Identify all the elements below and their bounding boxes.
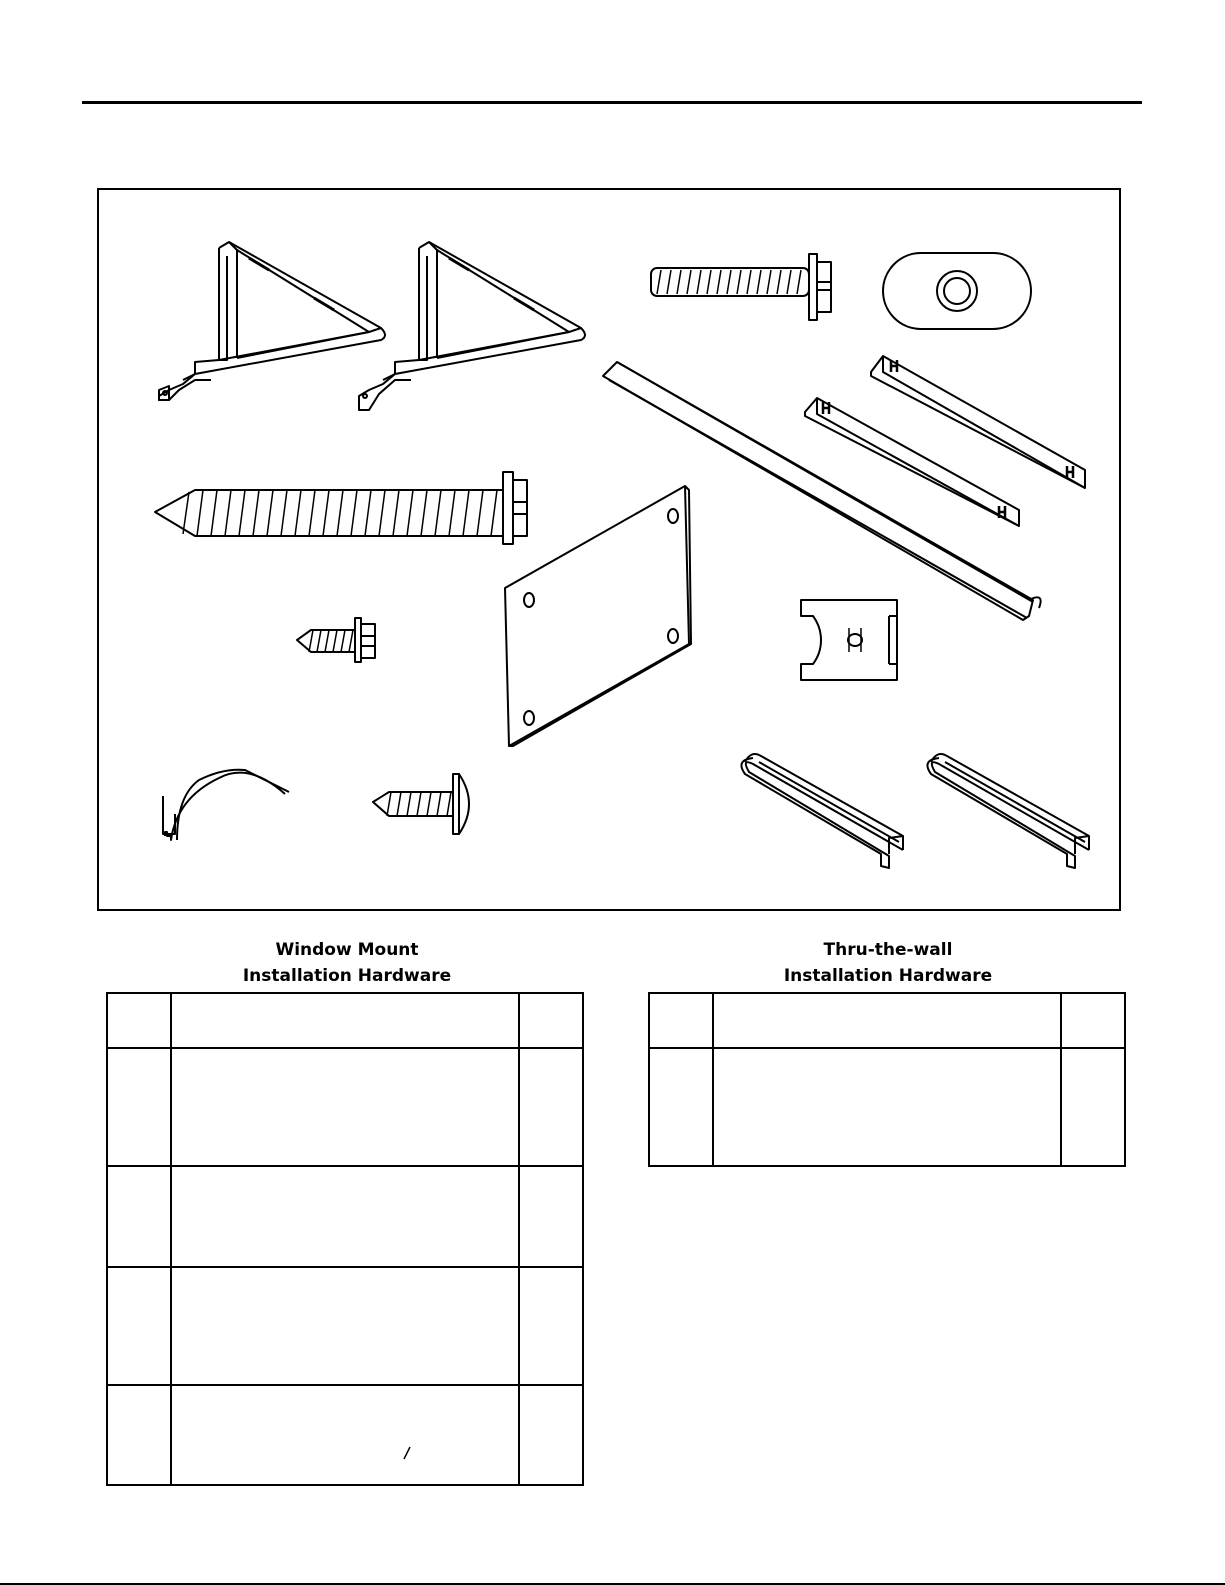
- table-header-row: [107, 993, 583, 1048]
- table-cell: [1061, 993, 1125, 1048]
- table-cell: [519, 993, 583, 1048]
- table-row: [107, 1048, 583, 1166]
- stray-mark-icon: [402, 1446, 412, 1460]
- support-bracket-icon: [359, 242, 585, 410]
- table-cell: [171, 1166, 519, 1267]
- table-cell: [107, 1267, 171, 1385]
- angle-rail-icon: [871, 356, 1085, 488]
- angle-rail-icon: [805, 398, 1019, 526]
- table-row: [107, 1166, 583, 1267]
- table-cell: [107, 1166, 171, 1267]
- hardware-figure: [97, 188, 1121, 911]
- table-row: [107, 1267, 583, 1385]
- table-cell: [713, 993, 1061, 1048]
- table-cell: [1061, 1048, 1125, 1166]
- table-cell: [519, 1267, 583, 1385]
- table-cell: [107, 1048, 171, 1166]
- u-clip-icon: [741, 754, 903, 868]
- table-cell: [171, 1048, 519, 1166]
- bolt-icon: [651, 254, 831, 320]
- table-row: [649, 1048, 1125, 1166]
- screw-icon: [297, 618, 375, 662]
- table-cell: [171, 993, 519, 1048]
- washer-icon: [883, 253, 1031, 329]
- mounting-plate-icon: [505, 486, 691, 746]
- table-cell: [649, 993, 713, 1048]
- hook-icon: [163, 770, 289, 840]
- header-rule: [82, 101, 1142, 104]
- table-cell: [171, 1267, 519, 1385]
- table-cell: [107, 1385, 171, 1485]
- table-cell: [519, 1048, 583, 1166]
- u-clip-icon: [927, 754, 1089, 868]
- thru-wall-title: Thru-the-wall Installation Hardware: [783, 940, 993, 986]
- window-mount-title: Window Mount Installation Hardware: [242, 940, 452, 986]
- window-mount-table: [106, 992, 584, 1486]
- table-cell: [649, 1048, 713, 1166]
- table-cell: [171, 1385, 519, 1485]
- table-cell: [107, 993, 171, 1048]
- thru-wall-table: [648, 992, 1126, 1167]
- lag-screw-icon: [155, 472, 527, 544]
- table-row: [107, 1385, 583, 1485]
- table-cell: [713, 1048, 1061, 1166]
- truss-screw-icon: [373, 774, 469, 834]
- table-header-row: [649, 993, 1125, 1048]
- table-cell: [519, 1166, 583, 1267]
- retainer-clip-icon: [801, 600, 897, 680]
- table-cell: [519, 1385, 583, 1485]
- support-bracket-icon: [159, 242, 385, 400]
